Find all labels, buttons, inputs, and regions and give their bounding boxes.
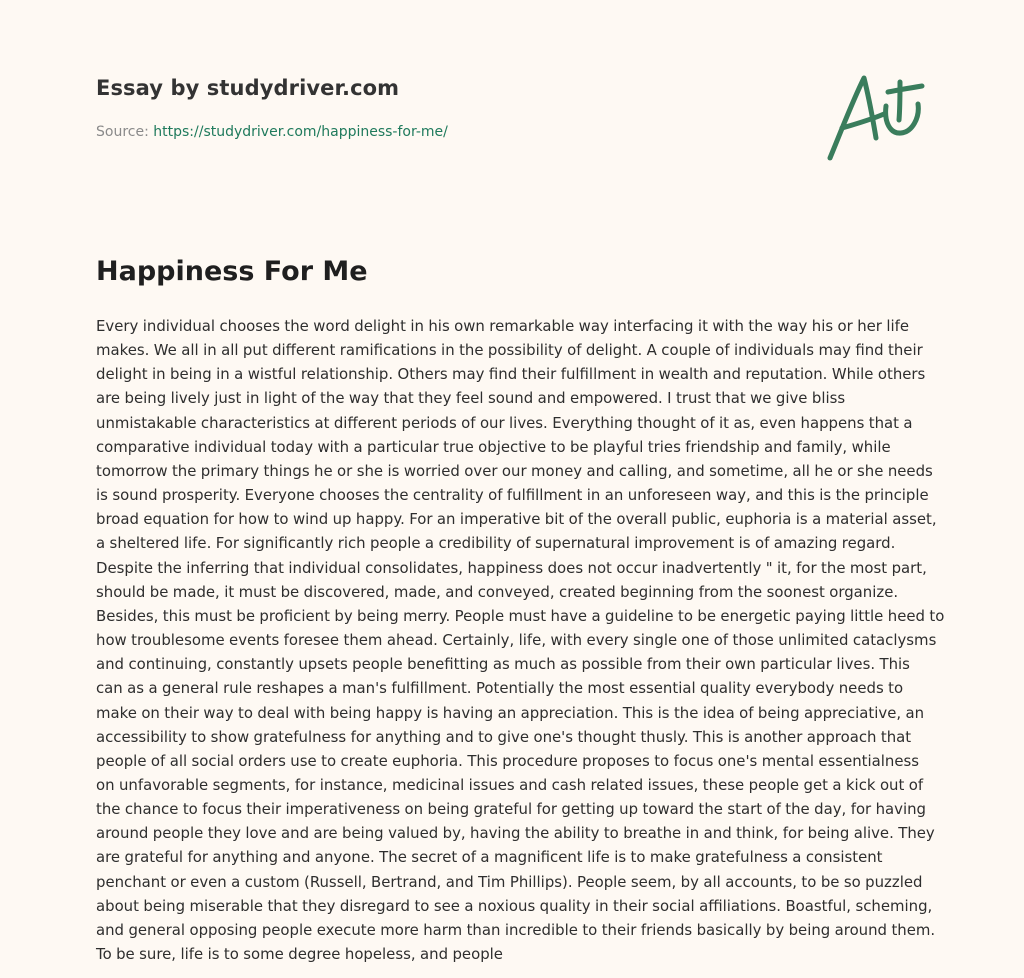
essay-line: on unfavorable segments, for instance, medicinal issues and cash related issues, these people get a kick out of bbox=[96, 775, 924, 794]
essay-line: about being miserable that they disregard to see a noxious quality in their social affiliations. Boastful, scheming, bbox=[96, 896, 933, 915]
essay-line: can as a general rule reshapes a man's fulfillment. Potentially the most essential quality everybody needs to bbox=[96, 679, 904, 698]
essay-line: and continuing, constantly upsets people benefitting as much as possible from their own particular lives. This bbox=[96, 655, 910, 674]
essay-line: how troublesome events foresee them ahead. Certainly, life, with every single one of those unlimited cataclysms bbox=[96, 631, 937, 650]
essay-line: tomorrow the primary things he or she is worried over our money and calling, and sometime, all he or she needs bbox=[96, 461, 933, 480]
essay-line: To be sure, life is to some degree hopeless, and people bbox=[96, 945, 503, 964]
essay-line: people of all social orders use to create euphoria. This procedure proposes to focus one's mental essentialness bbox=[96, 751, 920, 770]
essay-line: the chance to focus their imperativeness on being grateful for getting up toward the start of the day, for having bbox=[96, 800, 927, 819]
essay-line: unmistakable characteristics at different periods of our lives. Everything thought of it as, even happens that a bbox=[96, 413, 913, 432]
essay-line: penchant or even a custom (Russell, Bertrand, and Tim Phillips). People seem, by all accounts, to be so puzzled bbox=[96, 872, 923, 891]
essay-line: and general opposing people execute more harm than incredible to their friends basically by being around them. bbox=[96, 920, 936, 939]
essay-line: Besides, this must be proficient by being merry. People must have a guideline to be energetic paying little heed to bbox=[96, 606, 945, 625]
source-link[interactable]: https://studydriver.com/happiness-for-me/ bbox=[153, 124, 448, 140]
essay-title: Happiness For Me bbox=[96, 256, 368, 287]
essay-line: Every individual chooses the word delight in his own remarkable way interfacing it with the way his or her life bbox=[96, 317, 910, 335]
essay-line: should be made, it must be discovered, made, and conveyed, created beginning from the soonest organize. bbox=[96, 582, 899, 601]
essay-line: Despite the inferring that individual consolidates, happiness does not occur inadvertently " it, for the most part, bbox=[96, 558, 927, 577]
a-plus-logo-icon bbox=[822, 68, 926, 164]
essay-line: make on their way to deal with being happy is having an appreciation. This is the idea of being appreciative, an bbox=[96, 703, 925, 722]
essay-line: are being lively just in light of the way that they feel sound and empowered. I trust that we give bliss bbox=[96, 389, 846, 408]
essay-line: a sheltered life. For significantly rich people a credibility of supernatural improvement is of amazing regard. bbox=[96, 534, 896, 553]
essay-line: are grateful for anything and anyone. The secret of a magnificent life is to make gratefulness a consistent bbox=[96, 848, 883, 867]
site-brand: Essay by studydriver.com bbox=[96, 76, 400, 100]
source-label: Source: bbox=[96, 124, 149, 140]
essay-line: is sound prosperity. Everyone chooses the centrality of fulfillment in an unforeseen way, and this is the principle bbox=[96, 486, 929, 505]
essay-body bbox=[96, 314, 945, 966]
essay-line: comparative individual today with a particular true objective to be playful tries friendship and family, while bbox=[96, 437, 891, 456]
essay-line: makes. We all in all put different ramifications in the possibility of delight. A couple of individuals may find their bbox=[96, 341, 923, 360]
source-line bbox=[96, 124, 448, 140]
essay-line: delight in being in a wistful relationship. Others may find their fulfillment in wealth and reputation. While others bbox=[96, 365, 926, 384]
essay-line: around people they love and are being valued by, having the ability to breathe in and think, for being alive. They bbox=[96, 824, 935, 843]
essay-line: broad equation for how to wind up happy. For an imperative bit of the overall public, euphoria is a material asset, bbox=[96, 510, 937, 529]
essay-line: accessibility to show gratefulness for anything and to give one's thought thusly. This is another approach that bbox=[96, 727, 912, 746]
